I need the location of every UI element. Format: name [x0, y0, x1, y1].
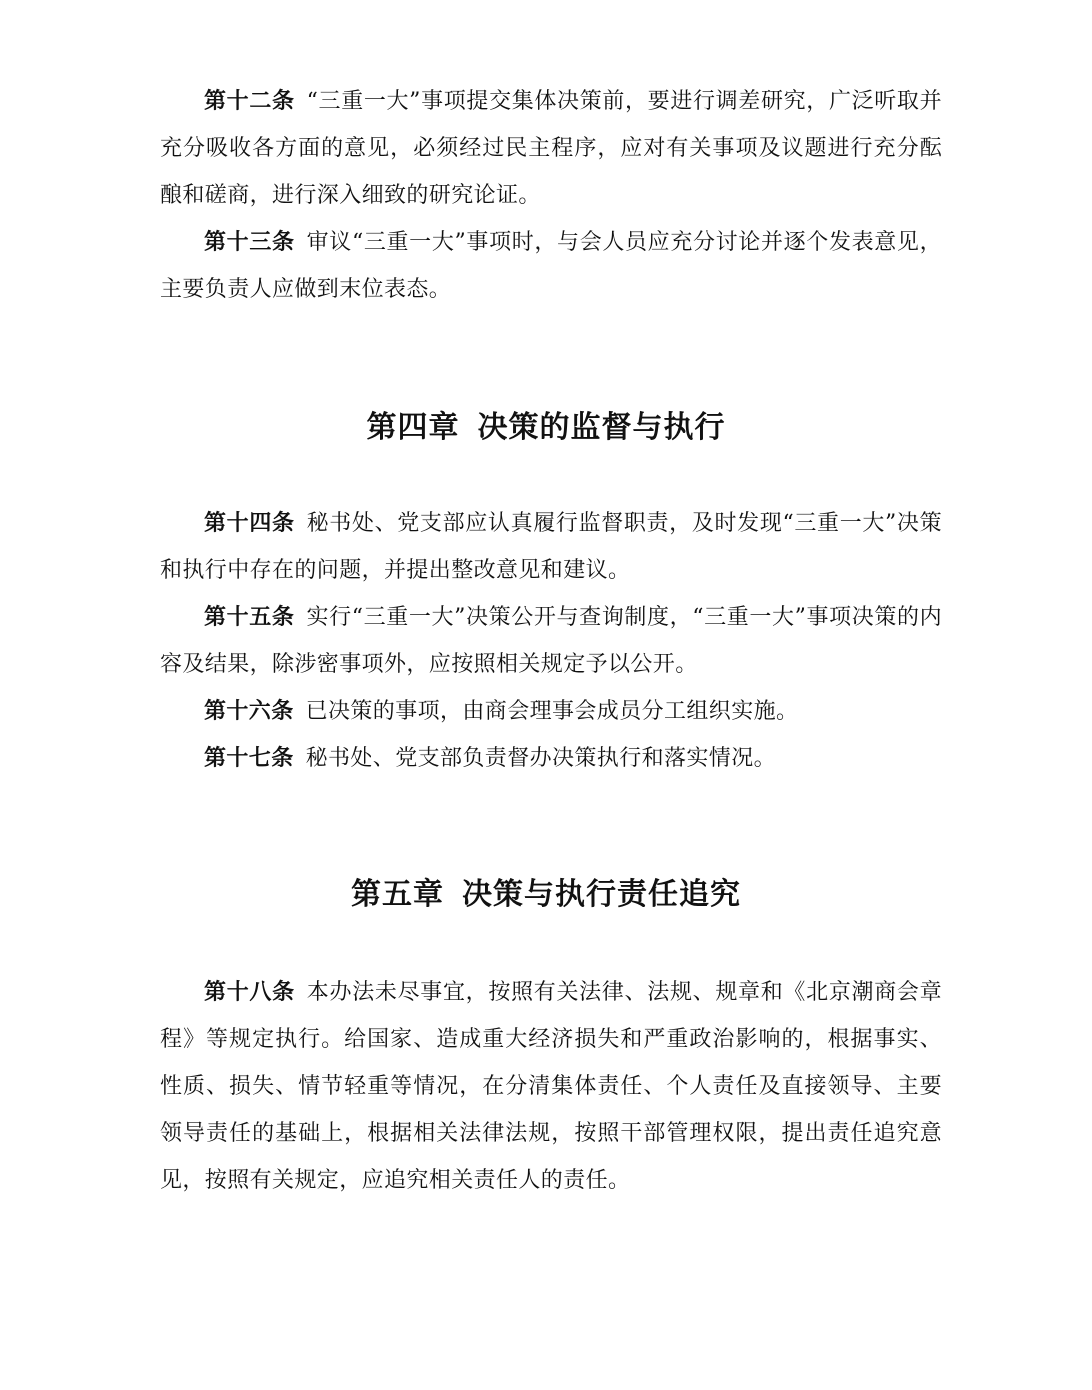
article-text: 本办法未尽事宜，按照有关法律、法规、规章和《北京潮商会章程》等规定执行。给国家、造成重大经济损失和严重政治影响的，根据事实、性质、损失、情节轻重等情况，在分清集体责任、个人责任及直接领导、主要领导责任的基础上，根据相关法律法规，按照干部管理权限，提出责任追究意见，按照有关规定，应追究相关责任人的责任。 [160, 980, 943, 1193]
chapter-number: 第四章 [366, 410, 460, 445]
article-label: 第十三条 [204, 230, 295, 255]
article-text: “三重一大”事项提交集体决策前，要进行调差研究，广泛听取并充分吸收各方面的意见，必须经过民主程序，应对有关事项及议题进行充分酝酿和磋商，进行深入细致的研究论证。 [160, 89, 942, 208]
article-text: 实行“三重一大”决策公开与查询制度，“三重一大”事项决策的内容及结果，除涉密事项外，应按照相关规定予以公开。 [160, 605, 942, 677]
article-label: 第十七条 [204, 746, 294, 771]
article-13 [160, 219, 942, 313]
article-18 [160, 969, 942, 1204]
article-label: 第十六条 [204, 699, 294, 724]
chapter-number: 第五章 [351, 877, 444, 912]
article-text: 审议“三重一大”事项时，与会人员应充分讨论并逐个发表意见，主要负责人应做到末位表态。 [160, 230, 942, 302]
article-label: 第十五条 [204, 605, 295, 630]
chapter-5-heading [0, 875, 1092, 915]
article-label: 第十八条 [204, 980, 295, 1005]
chapter-4-heading [0, 408, 1092, 448]
article-12 [160, 78, 942, 219]
article-14 [160, 500, 942, 594]
chapter-title: 决策的监督与执行 [477, 410, 726, 445]
article-15 [160, 594, 942, 688]
article-16 [160, 688, 942, 735]
article-17 [160, 735, 942, 782]
chapter-title: 决策与执行责任追究 [462, 877, 741, 912]
article-label: 第十二条 [204, 89, 295, 114]
article-text: 秘书处、党支部负责督办决策执行和落实情况。 [305, 746, 777, 771]
article-label: 第十四条 [204, 511, 295, 536]
article-text: 已决策的事项，由商会理事会成员分工组织实施。 [305, 699, 799, 724]
article-text: 秘书处、党支部应认真履行监督职责，及时发现“三重一大”决策和执行中存在的问题，并提出整改意见和建议。 [160, 511, 942, 583]
